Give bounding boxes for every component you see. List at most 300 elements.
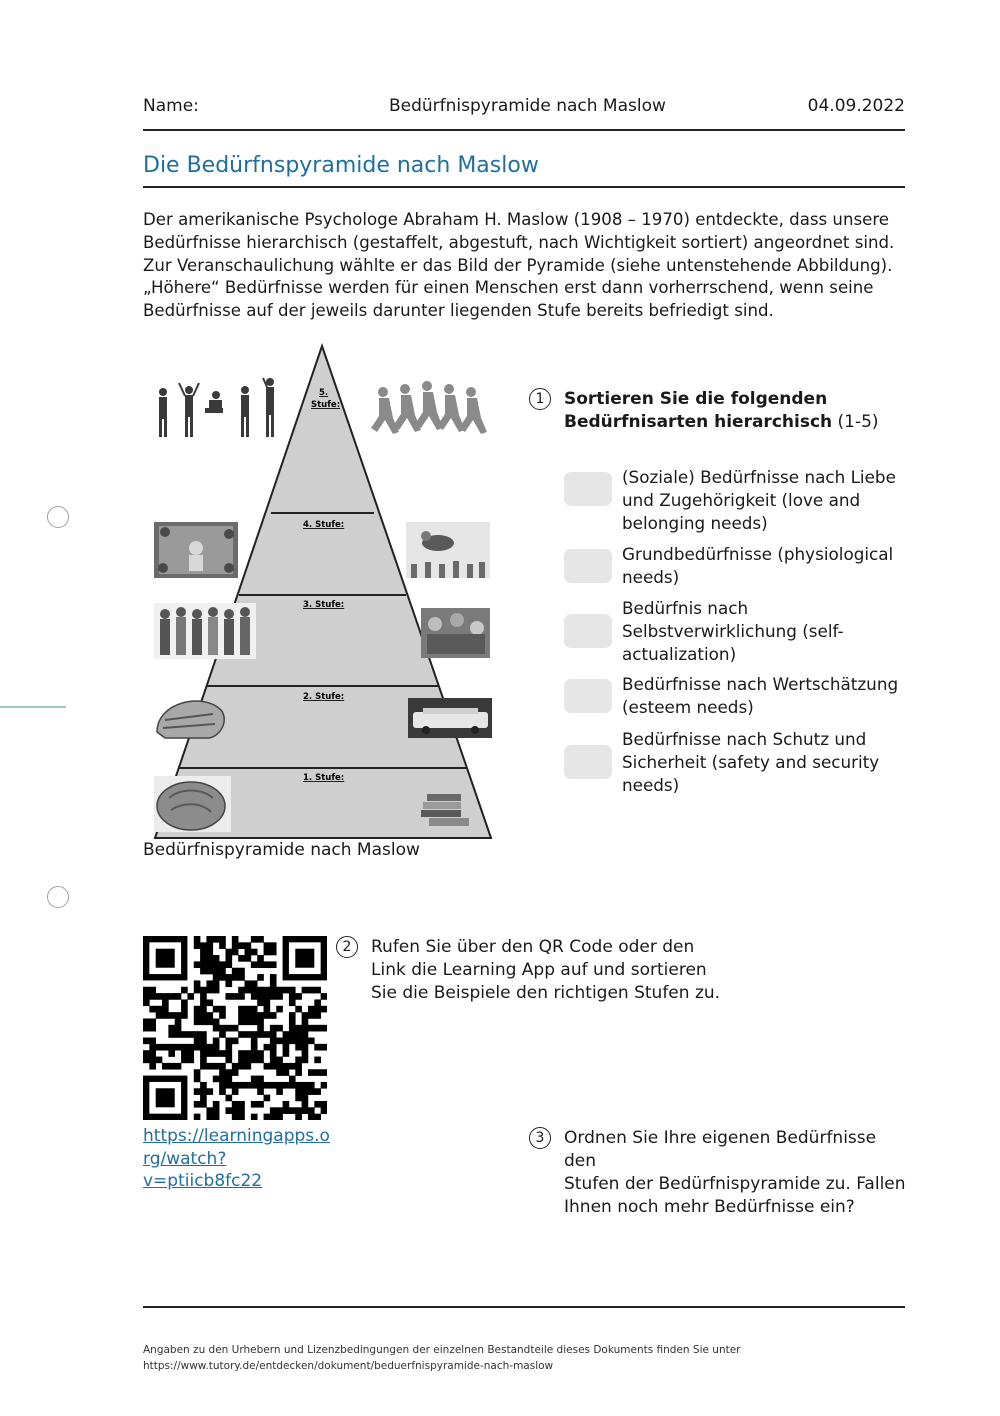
qr-module: [206, 1050, 213, 1057]
sort-item-label: (Soziale) Bedürfnisse nach Liebe und Zugehörigkeit (love and belonging needs): [622, 467, 896, 533]
qr-module: [213, 1114, 220, 1120]
qr-module: [238, 1107, 245, 1114]
qr-module: [238, 1063, 245, 1070]
header-date: 04.09.2022: [807, 96, 905, 116]
intro-line: Bedürfnisse auf der jeweils darunter liegenden Stufe bereits befriedigt sind.: [143, 301, 774, 321]
qr-module: [168, 1050, 175, 1057]
intro-line: Zur Veranschaulichung wählte er das Bild der Pyramide (siehe untenstehende Abbildung).: [143, 255, 893, 275]
qr-module: [302, 1038, 309, 1045]
qr-module: [321, 1044, 327, 1051]
task-number-badge: 2: [336, 936, 358, 958]
qr-module: [187, 1050, 194, 1057]
qr-code-image[interactable]: [143, 936, 327, 1120]
qr-module: [283, 1063, 290, 1070]
qr-module: [251, 1006, 258, 1013]
qr-module: [295, 1095, 302, 1102]
qr-module: [206, 1114, 213, 1120]
qr-module: [232, 1025, 239, 1032]
qr-module: [219, 1025, 226, 1032]
qr-module: [308, 1025, 315, 1032]
qr-module: [219, 974, 226, 981]
qr-module: [245, 1050, 252, 1057]
qr-module: [200, 1101, 207, 1108]
qr-module: [251, 961, 258, 968]
qr-module: [276, 1025, 283, 1032]
qr-module: [156, 993, 163, 1000]
qr-module: [219, 1082, 226, 1089]
qr-module: [149, 1044, 156, 1051]
qr-module: [194, 1088, 201, 1095]
intro-line: Bedürfnisse hierarchisch (gestaffelt, abgestuft, nach Wichtigkeit sortiert) angeordnet sind.: [143, 232, 895, 252]
qr-module: [295, 1063, 302, 1070]
qr-module: [264, 1114, 271, 1120]
intro-line: Der amerikanische Psychologe Abraham H. Maslow (1908 – 1970) entdeckte, dass unsere: [143, 210, 889, 229]
qr-module: [257, 974, 264, 981]
qr-module: [200, 1044, 207, 1051]
qr-module: [219, 1069, 226, 1076]
qr-module: [143, 1050, 150, 1057]
qr-module: [219, 968, 226, 975]
qr-module: [276, 1069, 283, 1076]
qr-module: [181, 1050, 188, 1057]
level4-label: 4. Stufe:: [303, 520, 345, 530]
qr-module: [314, 1114, 321, 1120]
qr-module: [270, 961, 277, 968]
qr-module: [168, 1063, 175, 1070]
qr-module: [270, 987, 277, 994]
qr-module: [232, 1107, 239, 1114]
crowd-surfing-image: [406, 522, 490, 578]
qr-module: [194, 1101, 201, 1108]
qr-module: [270, 1107, 277, 1114]
intro-paragraph: [143, 209, 913, 323]
qr-module: [232, 936, 239, 943]
qr-module: [238, 1050, 245, 1057]
qr-module: [289, 1038, 296, 1045]
qr-module: [225, 1082, 232, 1089]
qr-module: [321, 1006, 327, 1013]
qr-module: [175, 1012, 182, 1019]
qr-module: [156, 1012, 163, 1019]
qr-module: [238, 1057, 245, 1064]
qr-module: [225, 955, 232, 962]
qr-module: [295, 1082, 302, 1089]
qr-module: [238, 1018, 245, 1025]
figure-caption: Bedürfnispyramide nach Maslow: [143, 840, 420, 860]
qr-module: [270, 1057, 277, 1064]
qr-module: [194, 1038, 201, 1045]
qr-module: [257, 1018, 264, 1025]
qr-module: [149, 993, 156, 1000]
learningapps-link[interactable]: https://learningapps.o rg/watch? v=ptiicb8fc22: [143, 1126, 330, 1191]
qr-module: [168, 1025, 175, 1032]
level5-label: 5.: [319, 388, 329, 398]
qr-module: [232, 974, 239, 981]
qr-module: [257, 993, 264, 1000]
qr-module: [238, 987, 245, 994]
bike-helmet-image: [157, 701, 224, 738]
qr-module: [213, 1044, 220, 1051]
qr-module: [276, 1063, 283, 1070]
qr-module: [295, 1114, 302, 1120]
cheering-people-image: [159, 378, 274, 437]
qr-module: [302, 1057, 309, 1064]
qr-module: [270, 1114, 277, 1120]
qr-module: [149, 1057, 156, 1064]
qr-module: [168, 1031, 175, 1038]
qr-module: [289, 999, 296, 1006]
name-label: Name:: [143, 96, 199, 116]
qr-module: [162, 1012, 169, 1019]
qr-module: [289, 1025, 296, 1032]
qr-module: [289, 1082, 296, 1089]
qr-module: [251, 1082, 258, 1089]
qr-module: [295, 1107, 302, 1114]
qr-module: [143, 1025, 150, 1032]
qr-module: [225, 1050, 232, 1057]
qr-module: [149, 987, 156, 994]
qr-module: [283, 1044, 290, 1051]
qr-module: [149, 1025, 156, 1032]
qr-module: [238, 1114, 245, 1120]
qr-module: [245, 942, 252, 949]
qr-module: [200, 987, 207, 994]
qr-module: [156, 1044, 163, 1051]
qr-module: [232, 1114, 239, 1120]
qr-module: [308, 1107, 315, 1114]
intro-line: „Höhere“ Bedürfnisse werden für einen Menschen erst dann vorherrschend, wenn seine: [143, 278, 874, 298]
qr-module: [321, 993, 327, 1000]
qr-module: [213, 974, 220, 981]
qr-module: [251, 949, 258, 956]
qr-module: [232, 993, 239, 1000]
qr-module: [270, 1025, 277, 1032]
qr-module: [206, 1063, 213, 1070]
qr-module: [219, 1063, 226, 1070]
qr-module: [225, 1069, 232, 1076]
qr-module: [308, 1082, 315, 1089]
qr-module: [283, 987, 290, 994]
party-image: [421, 608, 490, 658]
qr-module: [225, 1095, 232, 1102]
qr-module: [149, 1018, 156, 1025]
qr-module: [225, 993, 232, 1000]
qr-module: [308, 1038, 315, 1045]
qr-module: [302, 1101, 309, 1108]
task-number-badge: 3: [529, 1127, 551, 1149]
qr-module: [289, 1031, 296, 1038]
qr-module: [181, 1057, 188, 1064]
qr-module: [213, 980, 220, 987]
qr-module: [225, 961, 232, 968]
qr-module: [206, 968, 213, 975]
qr-module: [314, 1006, 321, 1013]
qr-module: [206, 961, 213, 968]
qr-module: [194, 1044, 201, 1051]
qr-module: [194, 1006, 201, 1013]
qr-module: [245, 1057, 252, 1064]
qr-module: [302, 1082, 309, 1089]
qr-module: [175, 1018, 182, 1025]
qr-module: [283, 1107, 290, 1114]
qr-module: [143, 1038, 150, 1045]
qr-module: [238, 955, 245, 962]
qr-module: [314, 1101, 321, 1108]
qr-module: [149, 1063, 156, 1070]
qr-module: [213, 987, 220, 994]
page-title: Die Bedürfnspyramide nach Maslow: [143, 153, 539, 178]
qr-module: [295, 1006, 302, 1013]
qr-module: [302, 1012, 309, 1019]
qr-module: [257, 955, 264, 962]
qr-module: [257, 1025, 264, 1032]
qr-module: [257, 1101, 264, 1108]
qr-module: [257, 936, 264, 943]
qr-module: [219, 1031, 226, 1038]
qr-module: [295, 1025, 302, 1032]
qr-module: [251, 1038, 258, 1045]
qr-module: [143, 1057, 150, 1064]
qr-module: [257, 1088, 264, 1095]
footer-attribution: Angaben zu den Urhebern und Lizenzbedingungen der einzelnen Bestandteile dieses Dokuments finden Sie unter https://www.tutory.de/entdecken/dokument/beduerfnispyramide-nach-maslow: [143, 1344, 741, 1372]
qr-module: [238, 993, 245, 1000]
qr-module: [257, 1082, 264, 1089]
qr-module: [156, 949, 175, 968]
qr-module: [302, 1088, 309, 1095]
pyramid-shape: [155, 346, 491, 838]
qr-module: [149, 1006, 156, 1013]
level3-label: 3. Stufe:: [303, 600, 345, 610]
qr-module: [181, 1044, 188, 1051]
fold-mark: [0, 706, 66, 708]
qr-module: [206, 1018, 213, 1025]
qr-module: [245, 1063, 252, 1070]
task1-title-suffix: (1-5): [832, 412, 879, 432]
qr-module: [219, 1012, 226, 1019]
qr-module: [213, 1076, 220, 1083]
qr-module: [238, 1082, 245, 1089]
qr-module: [200, 999, 207, 1006]
qr-module: [168, 993, 175, 1000]
qr-module: [200, 1031, 207, 1038]
qr-module: [245, 1006, 252, 1013]
qr-module: [162, 999, 169, 1006]
qr-module: [264, 1095, 271, 1102]
qr-module: [251, 1057, 258, 1064]
task2-text: Rufen Sie über den QR Code oder den Link die Learning App auf und sortieren Sie die Beispiele den richtigen Stufen zu.: [371, 937, 721, 1003]
qr-module: [314, 1025, 321, 1032]
qr-module: [206, 955, 213, 962]
qr-module: [219, 1076, 226, 1083]
qr-module: [194, 987, 201, 994]
qr-module: [200, 961, 207, 968]
qr-module: [238, 974, 245, 981]
qr-module: [251, 980, 258, 987]
punch-hole-mark: [47, 886, 69, 908]
qr-module: [225, 1107, 232, 1114]
qr-module: [264, 942, 271, 949]
qr-module: [194, 1018, 201, 1025]
qr-module: [200, 1006, 207, 1013]
qr-module: [213, 1050, 220, 1057]
qr-module: [289, 1018, 296, 1025]
qr-module: [232, 1088, 239, 1095]
qr-module: [168, 1012, 175, 1019]
qr-module: [257, 961, 264, 968]
qr-module: [251, 1044, 258, 1051]
qr-module: [143, 999, 150, 1006]
qr-module: [194, 1069, 201, 1076]
qr-module: [200, 1012, 207, 1019]
qr-module: [295, 1038, 302, 1045]
qr-module: [289, 1107, 296, 1114]
qr-module: [213, 1038, 220, 1045]
level1-label: 1. Stufe:: [303, 773, 345, 783]
task1-title-line1: Sortieren Sie die folgenden: [564, 389, 828, 409]
qr-module: [264, 961, 271, 968]
qr-module: [238, 942, 245, 949]
rank-input-box[interactable]: [564, 745, 612, 779]
qr-module: [181, 999, 188, 1006]
rank-input-box[interactable]: [564, 472, 612, 506]
qr-module: [219, 961, 226, 968]
qr-module: [314, 1057, 321, 1064]
qr-module: [213, 1063, 220, 1070]
sort-item-label: Grundbedürfnisse (physiological needs): [622, 544, 894, 587]
qr-module: [251, 1012, 258, 1019]
qr-module: [206, 949, 213, 956]
qr-module: [200, 949, 207, 956]
qr-module: [200, 968, 207, 975]
qr-module: [181, 1006, 188, 1013]
qr-module: [194, 1076, 201, 1083]
qr-module: [283, 1031, 290, 1038]
qr-module: [219, 936, 226, 943]
qr-module: [200, 1088, 207, 1095]
rank-input-box[interactable]: [564, 614, 612, 648]
qr-module: [175, 1031, 182, 1038]
qr-module: [276, 1088, 283, 1095]
task3-text: Ordnen Sie Ihre eigenen Bedürfnisse den Stufen der Bedürfnispyramide zu. Fallen Ihnen noch mehr Bedürfnisse ein?: [564, 1128, 906, 1217]
qr-module: [257, 1076, 264, 1083]
qr-module: [264, 1012, 271, 1019]
qr-module: [270, 980, 277, 987]
qr-module: [289, 1063, 296, 1070]
qr-module: [213, 1107, 220, 1114]
qr-module: [283, 1069, 290, 1076]
punch-hole-mark: [47, 506, 69, 528]
qr-module: [213, 1025, 220, 1032]
qr-module: [200, 1095, 207, 1102]
qr-module: [219, 942, 226, 949]
qr-module: [175, 993, 182, 1000]
qr-module: [200, 1082, 207, 1089]
qr-module: [206, 1012, 213, 1019]
qr-module: [257, 1031, 264, 1038]
qr-module: [232, 1069, 239, 1076]
qr-module: [302, 1031, 309, 1038]
qr-module: [270, 974, 277, 981]
qr-module: [206, 999, 213, 1006]
qr-module: [308, 987, 315, 994]
qr-module: [238, 1012, 245, 1019]
qr-module: [225, 1057, 232, 1064]
qr-module: [219, 1088, 226, 1095]
qr-module: [206, 980, 213, 987]
qr-module: [245, 955, 252, 962]
qr-module: [270, 1038, 277, 1045]
qr-module: [308, 1069, 315, 1076]
footer-divider: [143, 1306, 905, 1308]
sort-item-label: Bedürfnisse nach Wertschätzung (esteem needs): [622, 674, 899, 717]
qr-module: [187, 1057, 194, 1064]
qr-module: [264, 949, 271, 956]
qr-module: [276, 1057, 283, 1064]
qr-module: [289, 1076, 296, 1083]
qr-module: [251, 1101, 258, 1108]
task1-heading: [564, 388, 894, 434]
rank-input-box[interactable]: [564, 679, 612, 713]
qr-module: [302, 1095, 309, 1102]
qr-module: [181, 1012, 188, 1019]
qr-module: [162, 1063, 169, 1070]
qr-module: [245, 1031, 252, 1038]
qr-module: [156, 1006, 163, 1013]
limousine-image: [408, 698, 492, 738]
qr-module: [276, 1038, 283, 1045]
qr-module: [149, 1050, 156, 1057]
sort-item-label: Bedürfnisse nach Schutz und Sicherheit (safety and security needs): [622, 729, 880, 795]
qr-module: [213, 1101, 220, 1108]
sort-item-label: Bedürfnis nach Selbstverwirklichung (self- actualization): [622, 598, 844, 664]
qr-module: [225, 1025, 232, 1032]
rank-input-box[interactable]: [564, 549, 612, 583]
friends-group-image: [154, 603, 256, 659]
qr-module: [270, 1050, 277, 1057]
qr-module: [175, 1025, 182, 1032]
qr-module: [276, 993, 283, 1000]
qr-module: [283, 1050, 290, 1057]
qr-module: [168, 1044, 175, 1051]
qr-module: [194, 1012, 201, 1019]
qr-module: [213, 961, 220, 968]
qr-module: [289, 1012, 296, 1019]
qr-module: [175, 1044, 182, 1051]
qr-module: [149, 1038, 156, 1045]
qr-module: [314, 987, 321, 994]
qr-module: [295, 949, 314, 968]
task1-title-line2: Bedürfnisarten hierarchisch: [564, 412, 833, 432]
qr-module: [295, 1069, 302, 1076]
qr-module: [232, 1038, 239, 1045]
qr-module: [200, 993, 207, 1000]
header-doc-title: Bedürfnispyramide nach Maslow: [389, 96, 666, 116]
qr-module: [264, 1082, 271, 1089]
qr-module: [232, 949, 239, 956]
qr-module: [251, 1031, 258, 1038]
qr-module: [270, 949, 277, 956]
title-divider: [143, 186, 905, 188]
qr-module: [264, 1006, 271, 1013]
qr-module: [270, 942, 277, 949]
qr-module: [276, 1082, 283, 1089]
qr-module: [219, 1050, 226, 1057]
qr-module: [264, 1031, 271, 1038]
qr-module: [264, 993, 271, 1000]
qr-module: [219, 1006, 226, 1013]
qr-module: [257, 1050, 264, 1057]
qr-module: [187, 1044, 194, 1051]
